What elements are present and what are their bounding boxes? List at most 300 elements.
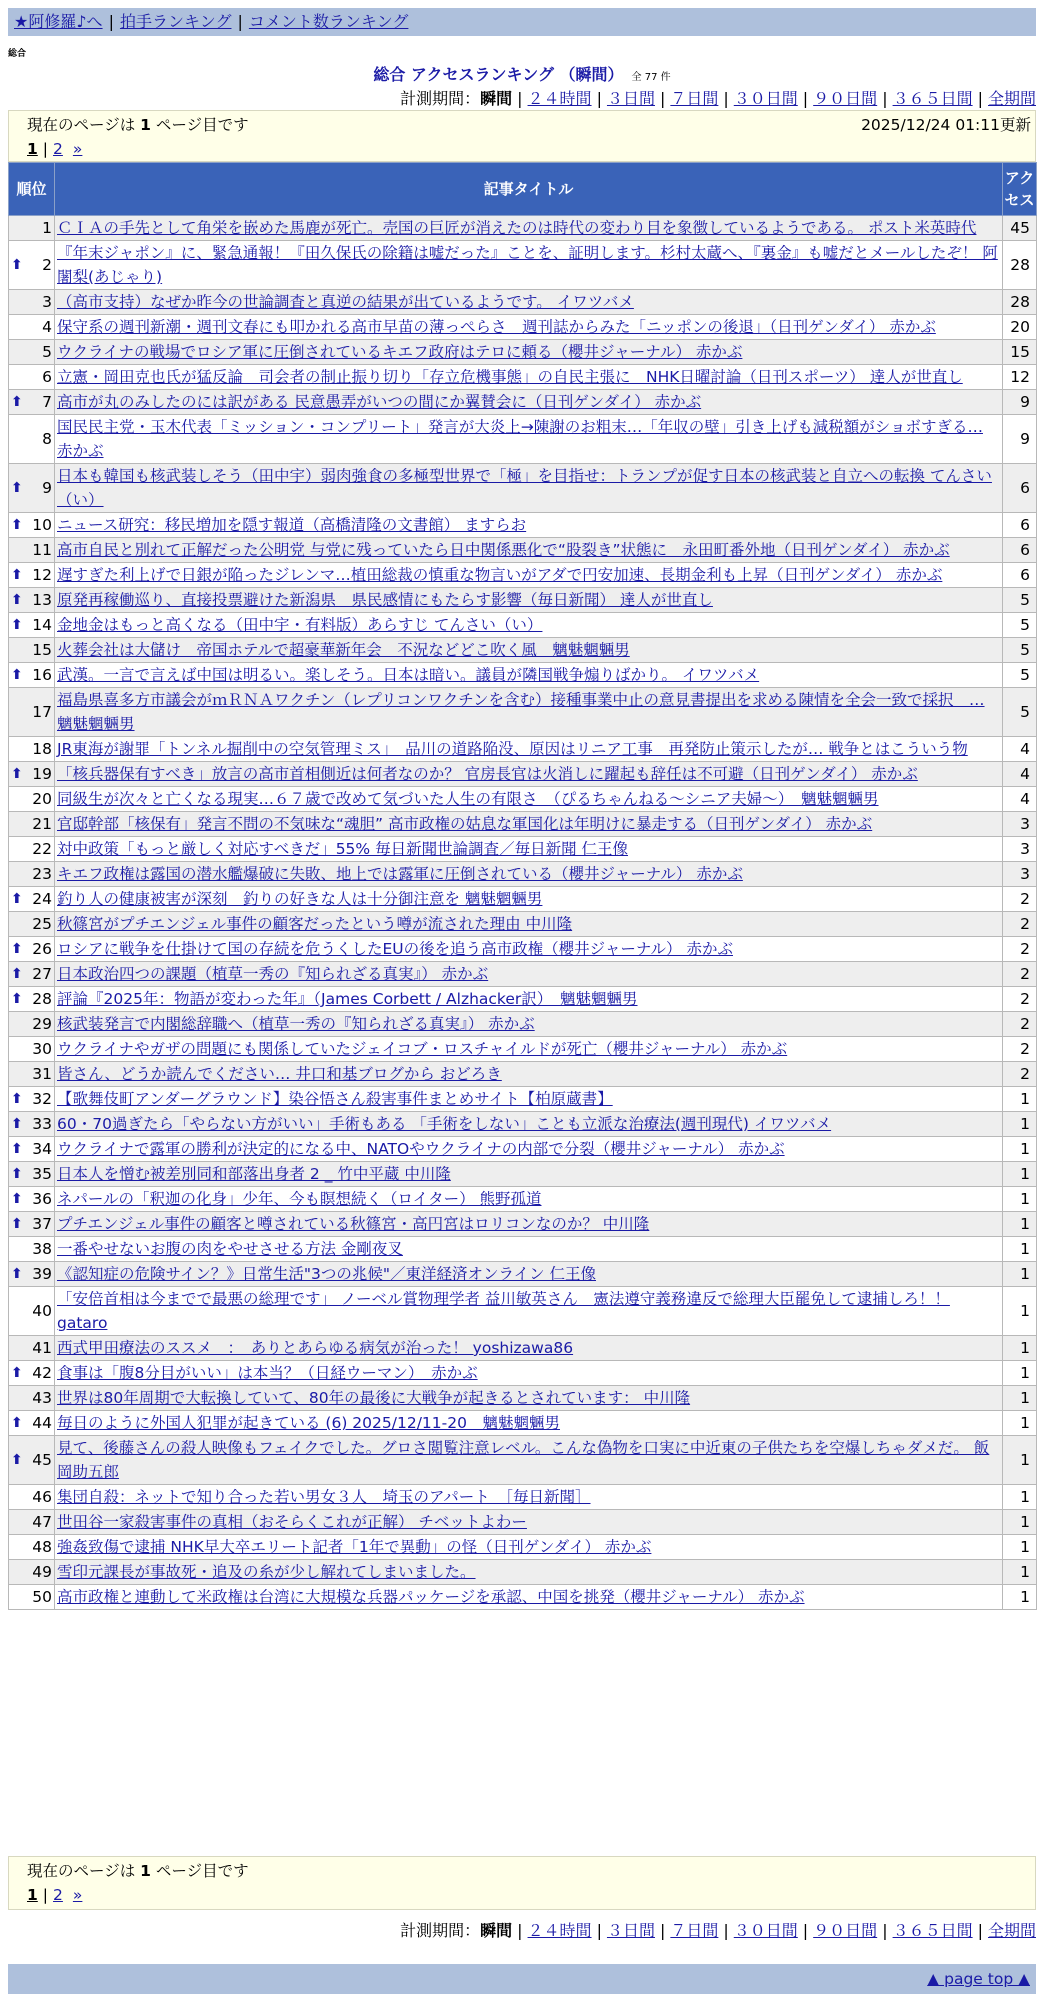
article-title-link[interactable]: 《認知症の危険サイン？》日常生活"3つの兆候"／東洋経済オンライン 仁王像	[57, 1265, 596, 1283]
article-title-link[interactable]: （高市支持）なぜか昨今の世論調査と真逆の結果が出ているようです。 イワツバメ	[57, 293, 634, 311]
page-status	[27, 1859, 1017, 1883]
separator: |	[237, 12, 243, 31]
access-count: 1	[1003, 1237, 1037, 1262]
article-title-link[interactable]: 集団自殺：ネットで知り合った若い男女３人 埼玉のアパート ［毎日新聞］	[57, 1488, 591, 1506]
title-cell	[55, 762, 1003, 787]
access-count: 4	[1003, 762, 1037, 787]
rank-cell	[9, 1485, 55, 1510]
table-row	[9, 1137, 1037, 1162]
period-link[interactable]: ３６５日間	[892, 89, 973, 108]
rank-cell	[9, 464, 55, 513]
article-title-link[interactable]: 強姦致傷で逮捕 NHK早大卒エリート記者「1年で異動」の怪（日刊ゲンダイ） 赤かぶ	[57, 1538, 652, 1556]
access-count: 6	[1003, 563, 1037, 588]
period-link[interactable]: ２４時間	[527, 1921, 592, 1940]
rank-cell	[9, 1237, 55, 1262]
article-title-link[interactable]: 雪印元課長が事故死・追及の糸が少し解れてしまいました。	[57, 1563, 476, 1581]
applause-ranking-link[interactable]: 拍手ランキング	[119, 12, 232, 31]
article-title-link[interactable]: 「安倍首相は今までで最悪の総理です」 ノーベル賞物理学者 益川敏英さん 憲法遵守義務違反で総理大臣罷免して逮捕しろ！！ gataro	[57, 1290, 950, 1332]
title-cell	[55, 1535, 1003, 1560]
access-count: 12	[1003, 365, 1037, 390]
table-row	[9, 688, 1037, 737]
title-cell	[55, 613, 1003, 638]
title-cell	[55, 1212, 1003, 1237]
access-count: 1	[1003, 1436, 1037, 1485]
page-links	[27, 137, 1017, 161]
period-selector-top	[8, 86, 1036, 109]
article-title-link[interactable]: ニュース研究：移民増加を隠す報道（高橋清隆の文書館） ますらお	[57, 516, 527, 534]
article-title-link[interactable]: 一番やせないお腹の肉をやせさせる方法 金剛夜叉	[57, 1240, 403, 1258]
title-cell	[55, 638, 1003, 663]
separator: |	[882, 1921, 888, 1940]
period-link[interactable]: ３０日間	[733, 89, 798, 108]
page-link[interactable]: 2	[53, 140, 63, 158]
comment-ranking-link[interactable]: コメント数ランキング	[248, 12, 409, 31]
table-row	[9, 241, 1037, 290]
access-count: 1	[1003, 1162, 1037, 1187]
rank-cell	[9, 1585, 55, 1610]
table-row	[9, 837, 1037, 862]
access-count: 1	[1003, 1212, 1037, 1237]
page-link-current: 1	[27, 140, 38, 158]
access-header: アクセス	[1003, 163, 1037, 216]
rank-cell	[9, 290, 55, 315]
rank-up-arrow-icon: ⬆	[11, 517, 23, 533]
pager-bottom	[8, 1856, 1036, 1910]
rank-cell	[9, 1087, 55, 1112]
rank-cell	[9, 613, 55, 638]
article-title-link[interactable]: ウクライナで露軍の勝利が決定的になる中、NATOやウクライナの内部で分裂（櫻井ジャーナル） 赤かぶ	[57, 1140, 785, 1158]
title-cell	[55, 787, 1003, 812]
table-row	[9, 1411, 1037, 1436]
table-row	[9, 1062, 1037, 1087]
table-row	[9, 862, 1037, 887]
home-link[interactable]: ★阿修羅♪へ	[14, 12, 103, 31]
rank-cell	[9, 663, 55, 688]
article-title-link[interactable]: 武漢。一言で言えば中国は明るい。楽しそう。日本は暗い。議員が隣国戦争煽りばかり。 イワツバメ	[57, 666, 760, 684]
title-cell	[55, 216, 1003, 241]
access-count: 2	[1003, 962, 1037, 987]
article-title-link[interactable]: 「核兵器保有すべき」放言の高市首相側近は何者なのか？ 官房長官は火消しに躍起も辞任は不可避（日刊ゲンダイ） 赤かぶ	[57, 765, 918, 783]
table-row	[9, 390, 1037, 415]
separator: |	[42, 1886, 49, 1904]
article-title-link[interactable]: 高市政権と連動して米政権は台湾に大規模な兵器パッケージを承認、中国を挑発（櫻井ジャーナル） 赤かぶ	[57, 1588, 805, 1606]
article-title-link[interactable]: 食事は「腹8分目がいい」は本当？（日経ウーマン） 赤かぶ	[57, 1364, 478, 1382]
article-title-link[interactable]: ＣＩＡの手先として角栄を嵌めた馬鹿が死亡。売国の巨匠が消えたのは時代の変わり目を象徴しているようである。 ポスト米英時代	[57, 219, 977, 237]
rank-number: 35	[32, 1165, 52, 1183]
title-cell	[55, 1237, 1003, 1262]
rank-number: 14	[32, 616, 52, 634]
title-cell	[55, 1411, 1003, 1436]
article-title-link[interactable]: 同級生が次々と亡くなる現実…６７歳で改めて気づいた人生の有限さ （ぴるちゃんねる〜シニア夫婦〜） 魑魅魍魎男	[57, 790, 879, 808]
title-cell	[55, 538, 1003, 563]
title-cell	[55, 1062, 1003, 1087]
period-label: 計測期間：	[400, 1921, 481, 1940]
access-count: 1	[1003, 1287, 1037, 1336]
rank-number: 17	[32, 703, 52, 721]
rank-cell	[9, 1012, 55, 1037]
period-link[interactable]: ２４時間	[527, 89, 592, 108]
rank-up-arrow-icon: ⬆	[11, 1166, 23, 1182]
access-count: 2	[1003, 1012, 1037, 1037]
rank-number: 26	[32, 940, 52, 958]
access-count: 9	[1003, 390, 1037, 415]
article-title-link[interactable]: 『年末ジャポン』に、緊急通報！『田久保氏の除籍は嘘だった』ことを、証明します。杉村太蔵へ、『裏金』も嘘だとメールしたぞ！ 阿闍梨(あじゃり)	[57, 244, 998, 286]
access-count: 5	[1003, 663, 1037, 688]
access-count: 3	[1003, 837, 1037, 862]
rank-number: 42	[32, 1364, 52, 1382]
rank-cell	[9, 1287, 55, 1336]
article-title-link[interactable]: ウクライナの戦場でロシア軍に圧倒されているキエフ政府はテロに頼る（櫻井ジャーナル） 赤かぶ	[57, 343, 743, 361]
article-title-link[interactable]: 西式甲田療法のススメ ： ありとあらゆる病気が治った！ yoshizawa86	[57, 1339, 574, 1357]
access-count: 45	[1003, 216, 1037, 241]
title-cell	[55, 365, 1003, 390]
table-row	[9, 513, 1037, 538]
article-title-link[interactable]: プチエンジェル事件の顧客と噂されている秋篠宮・高円宮はロリコンなのか？ 中川隆	[57, 1215, 650, 1233]
article-title-link[interactable]: 秋篠宮がプチエンジェル事件の顧客だったという噂が流された理由 中川隆	[57, 915, 573, 933]
period-link[interactable]: ７日間	[670, 89, 719, 108]
rank-up-arrow-icon: ⬆	[11, 1266, 23, 1282]
rank-number: 9	[42, 479, 52, 497]
table-row	[9, 1287, 1037, 1336]
table-row	[9, 613, 1037, 638]
rank-cell	[9, 688, 55, 737]
title-cell	[55, 1162, 1003, 1187]
separator: |	[977, 89, 983, 108]
table-row	[9, 987, 1037, 1012]
article-title-link[interactable]: 立憲・岡田克也氏が猛反論 司会者の制止振り切り「存立危機事態」の自民主張に NHK日曜討論（日刊スポーツ） 達人が世直し	[57, 368, 963, 386]
table-row	[9, 340, 1037, 365]
rank-cell	[9, 1436, 55, 1485]
table-row	[9, 315, 1037, 340]
article-title-link[interactable]: 日本も韓国も核武装しそう（田中宇）弱肉強食の多極型世界で「極」を目指せ：トランプが促す日本の核武装と自立への転換 てんさい（い）	[57, 467, 992, 509]
article-title-link[interactable]: 金地金はもっと高くなる（田中宇・有料版）あらすじ てんさい（い）	[57, 616, 543, 634]
separator: |	[517, 1921, 523, 1940]
current-page-number: 1	[140, 116, 151, 134]
access-count: 2	[1003, 1037, 1037, 1062]
rank-number: 36	[32, 1190, 52, 1208]
article-title-link[interactable]: 日本人を憎む被差別同和部落出身者 2 _ 竹中平蔵 中川隆	[57, 1165, 451, 1183]
rank-number: 48	[32, 1538, 52, 1556]
rank-cell	[9, 1037, 55, 1062]
rank-up-arrow-icon: ⬆	[11, 257, 23, 273]
separator: |	[802, 1921, 809, 1940]
rank-cell	[9, 1262, 55, 1287]
access-count: 5	[1003, 613, 1037, 638]
rank-number: 30	[32, 1040, 52, 1058]
article-title-link[interactable]: 保守系の週刊新潮・週刊文春にも叩かれる高市早苗の薄っぺらさ 週刊誌からみた「ニッポンの後退」（日刊ゲンダイ） 赤かぶ	[57, 318, 936, 336]
period-current: 瞬間	[480, 1921, 513, 1940]
rank-number: 21	[32, 815, 52, 833]
rank-up-arrow-icon: ⬆	[11, 1141, 23, 1157]
category-label: 総合	[8, 49, 27, 59]
pager-top	[8, 110, 1036, 162]
page-top-link[interactable]: ▲ page top ▲	[927, 1970, 1030, 1988]
rank-number: 7	[42, 393, 52, 411]
separator: |	[723, 89, 729, 108]
period-link[interactable]: 全期間	[987, 1921, 1036, 1940]
title-cell	[55, 962, 1003, 987]
article-title-link[interactable]: 高市が丸のみしたのには訳がある 民意愚弄がいつの間にか翼賛会に（日刊ゲンダイ） 赤かぶ	[57, 393, 702, 411]
separator: |	[659, 89, 666, 108]
separator: |	[802, 89, 809, 108]
rank-cell	[9, 1510, 55, 1535]
article-title-link[interactable]: ネパールの「釈迦の化身」少年、今も瞑想続く（ロイター） 熊野孤道	[57, 1190, 542, 1208]
rank-cell	[9, 538, 55, 563]
rank-number: 16	[32, 666, 52, 684]
access-count: 5	[1003, 688, 1037, 737]
separator: |	[659, 1921, 666, 1940]
page-status-prefix: 現在のページは	[27, 116, 136, 134]
table-row	[9, 1535, 1037, 1560]
separator: |	[723, 1921, 729, 1940]
table-header-row	[9, 163, 1037, 216]
rank-cell	[9, 1112, 55, 1137]
rank-cell	[9, 563, 55, 588]
table-row	[9, 1386, 1037, 1411]
access-count: 1	[1003, 1510, 1037, 1535]
table-row	[9, 1112, 1037, 1137]
table-row	[9, 887, 1037, 912]
separator: |	[977, 1921, 983, 1940]
table-row	[9, 1436, 1037, 1485]
rank-up-arrow-icon: ⬆	[11, 567, 23, 583]
title-cell	[55, 290, 1003, 315]
rank-number: 46	[32, 1488, 52, 1506]
rank-cell	[9, 737, 55, 762]
title-cell	[55, 415, 1003, 464]
rank-cell	[9, 987, 55, 1012]
table-row	[9, 912, 1037, 937]
rank-number: 38	[32, 1240, 52, 1258]
rank-header: 順位	[9, 163, 55, 216]
rank-number: 23	[32, 865, 52, 883]
article-title-link[interactable]: 毎日のように外国人犯罪が起きている (6) 2025/12/11-20 魑魅魍魎男	[57, 1414, 560, 1432]
article-title-link[interactable]: 世界は80年周期で大転換していて、80年の最後に大戦争が起きるとされています： 中川隆	[57, 1389, 691, 1407]
table-row	[9, 1087, 1037, 1112]
period-link[interactable]: 全期間	[987, 89, 1036, 108]
article-title-link[interactable]: 火葬会社は大儲け 帝国ホテルで超豪華新年会 不況などどこ吹く風 魑魅魍魎男	[57, 641, 630, 659]
article-title-link[interactable]: 日本政治四つの課題（植草一秀の『知られざる真実』） 赤かぶ	[57, 965, 489, 983]
updated-timestamp: 2025/12/24 01:11更新	[861, 116, 1031, 134]
rank-cell	[9, 1137, 55, 1162]
rank-cell	[9, 837, 55, 862]
rank-up-arrow-icon: ⬆	[11, 991, 23, 1007]
rank-cell	[9, 315, 55, 340]
access-count: 6	[1003, 538, 1037, 563]
period-selector-bottom	[8, 1918, 1036, 1941]
access-count: 1	[1003, 1087, 1037, 1112]
table-row	[9, 1336, 1037, 1361]
period-link[interactable]: ３日間	[606, 1921, 655, 1940]
rank-up-arrow-icon: ⬆	[11, 1452, 23, 1468]
rank-up-arrow-icon: ⬆	[11, 394, 23, 410]
article-title-link[interactable]: 皆さん、どうか読んでください… 井口和基ブログから おどろき	[57, 1065, 502, 1083]
rank-up-arrow-icon: ⬆	[11, 891, 23, 907]
table-row	[9, 216, 1037, 241]
table-row	[9, 663, 1037, 688]
page-link-current: 1	[27, 1886, 38, 1904]
title-cell	[55, 390, 1003, 415]
title-cell	[55, 588, 1003, 613]
rank-number: 12	[32, 566, 52, 584]
rank-cell	[9, 937, 55, 962]
title-cell	[55, 812, 1003, 837]
period-link[interactable]: ３０日間	[733, 1921, 798, 1940]
rank-cell	[9, 862, 55, 887]
article-title-link[interactable]: 原発再稼働巡り、直接投票避けた新潟県 県民感情にもたらす影響（毎日新聞） 達人が世直し	[57, 591, 713, 609]
rank-up-arrow-icon: ⬆	[11, 480, 23, 496]
article-title-link[interactable]: 評論『2025年：物語が変わった年』（James Corbett / Alzhacker訳） 魑魅魍魎男	[57, 990, 638, 1008]
title-cell	[55, 987, 1003, 1012]
next-page-link[interactable]: »	[72, 140, 83, 158]
ranking-table	[8, 162, 1037, 1610]
rank-number: 29	[32, 1015, 52, 1033]
rank-cell	[9, 887, 55, 912]
article-title-link[interactable]: JR東海が謝罪「トンネル掘削中の空気管理ミス」 品川の道路陥没、原因はリニア工事 再発防止策示したが… 戦争とはこういう物	[57, 740, 968, 758]
access-count: 4	[1003, 787, 1037, 812]
rank-number: 28	[32, 990, 52, 1008]
page-link[interactable]: 2	[53, 1886, 63, 1904]
page-status-suffix: ページ目です	[155, 116, 249, 134]
article-title-link[interactable]: ロシアに戦争を仕掛けて国の存続を危うくしたEUの後を追う高市政権（櫻井ジャーナル） 赤かぶ	[57, 940, 733, 958]
article-title-link[interactable]: 高市自民と別れて正解だった公明党 与党に残っていたら日中関係悪化で“股裂き”状態に 永田町番外地（日刊ゲンダイ） 赤かぶ	[57, 541, 950, 559]
table-row	[9, 1560, 1037, 1585]
table-row	[9, 1237, 1037, 1262]
bottom-bar	[8, 1964, 1036, 1994]
rank-cell	[9, 762, 55, 787]
period-link[interactable]: ３日間	[606, 89, 655, 108]
access-count: 9	[1003, 415, 1037, 464]
rank-cell	[9, 1062, 55, 1087]
rank-number: 15	[32, 641, 52, 659]
rank-cell	[9, 962, 55, 987]
title-cell	[55, 1137, 1003, 1162]
next-page-link[interactable]: »	[72, 1886, 83, 1904]
access-count: 1	[1003, 1585, 1037, 1610]
article-title-link[interactable]: 福島県喜多方市議会がｍＲＮＡワクチン（レプリコンワクチンを含む）接種事業中止の意見書提出を求める陳情を全会一致で採択 … 魑魅魍魎男	[57, 691, 985, 733]
rank-up-arrow-icon: ⬆	[11, 1116, 23, 1132]
title-cell	[55, 1262, 1003, 1287]
table-row	[9, 1037, 1037, 1062]
access-count: 1	[1003, 1336, 1037, 1361]
rank-number: 25	[32, 915, 52, 933]
period-link[interactable]: ７日間	[670, 1921, 719, 1940]
title-cell	[55, 1287, 1003, 1336]
rank-cell	[9, 1212, 55, 1237]
rank-number: 33	[32, 1115, 52, 1133]
rank-number: 40	[32, 1302, 52, 1320]
title-cell	[55, 1187, 1003, 1212]
rank-cell	[9, 1336, 55, 1361]
rank-number: 13	[32, 591, 52, 609]
article-title-link[interactable]: 60・70過ぎたら「やらない方がいい」手術もある 「手術をしない」ことも立派な治療法(週刊現代) イワツバメ	[57, 1115, 832, 1133]
rank-number: 8	[42, 430, 52, 448]
rank-number: 50	[32, 1588, 52, 1606]
article-title-link[interactable]: 対中政策「もっと厳しく対応すべきだ」55% 毎日新聞世論調査／毎日新聞 仁王像	[57, 840, 628, 858]
table-row	[9, 415, 1037, 464]
title-cell	[55, 1361, 1003, 1386]
title-cell	[55, 241, 1003, 290]
article-title-link[interactable]: 世田谷一家殺害事件の真相（おそらくこれが正解） チベットよわー	[57, 1513, 527, 1531]
period-link[interactable]: ９０日間	[813, 1921, 878, 1940]
period-label: 計測期間：	[400, 89, 481, 108]
article-title-link[interactable]: ウクライナやガザの問題にも関係していたジェイコブ・ロスチャイルドが死亡（櫻井ジャーナル） 赤かぶ	[57, 1040, 788, 1058]
rank-cell	[9, 812, 55, 837]
page-status-prefix: 現在のページは	[27, 1862, 136, 1880]
article-title-link[interactable]: 【歌舞伎町アンダーグラウンド】染谷悟さん殺害事件まとめサイト【柏原蔵書】	[57, 1090, 613, 1108]
article-title-link[interactable]: キエフ政権は露国の潜水艦爆破に失敗、地上では露軍に圧倒されている（櫻井ジャーナル） 赤かぶ	[57, 865, 743, 883]
rank-number: 24	[32, 890, 52, 908]
article-title-link[interactable]: 遅すぎた利上げで日銀が陥ったジレンマ…植田総裁の慎重な物言いがアダで円安加速、長期金利も上昇（日刊ゲンダイ） 赤かぶ	[57, 566, 943, 584]
table-row	[9, 1212, 1037, 1237]
access-count: 3	[1003, 862, 1037, 887]
title-cell	[55, 563, 1003, 588]
table-row	[9, 762, 1037, 787]
title-cell	[55, 912, 1003, 937]
access-count: 1	[1003, 1485, 1037, 1510]
table-row	[9, 588, 1037, 613]
title-cell	[55, 340, 1003, 365]
article-title-link[interactable]: 核武装発言で内閣総辞職へ（植草一秀の『知られざる真実』） 赤かぶ	[57, 1015, 535, 1033]
page-status-suffix: ページ目です	[155, 1862, 249, 1880]
rank-number: 5	[42, 343, 52, 361]
rank-number: 3	[42, 293, 52, 311]
access-count: 5	[1003, 638, 1037, 663]
title-cell	[55, 688, 1003, 737]
rank-cell	[9, 1386, 55, 1411]
title-cell	[55, 1510, 1003, 1535]
article-title-link[interactable]: 見て、後藤さんの殺人映像もフェイクでした。グロさ閲覧注意レベル。こんな偽物を口実に中近東の子供たちを空爆しちゃダメだ。 飯岡助五郎	[57, 1439, 990, 1481]
rank-number: 32	[32, 1090, 52, 1108]
access-count: 2	[1003, 887, 1037, 912]
access-count: 6	[1003, 513, 1037, 538]
rank-number: 22	[32, 840, 52, 858]
rank-number: 1	[42, 219, 52, 237]
title-cell	[55, 1087, 1003, 1112]
article-title-link[interactable]: 国民民主党・玉木代表「ミッション・コンプリート」発言が大炎上→陳謝のお粗末…「年収の壁」引き上げも減税額がショボすぎる… 赤かぶ	[57, 418, 983, 460]
article-title-link[interactable]: 官邸幹部「核保有」発言不問の不気味な“魂胆” 高市政権の姑息な軍国化は年明けに暴走する（日刊ゲンダイ） 赤かぶ	[57, 815, 873, 833]
separator: |	[42, 140, 49, 158]
rank-cell	[9, 1411, 55, 1436]
table-row	[9, 464, 1037, 513]
rank-cell	[9, 1162, 55, 1187]
rank-up-arrow-icon: ⬆	[11, 1415, 23, 1431]
rank-number: 43	[32, 1389, 52, 1407]
rank-cell	[9, 415, 55, 464]
rank-number: 18	[32, 740, 52, 758]
access-count: 2	[1003, 937, 1037, 962]
table-row	[9, 1361, 1037, 1386]
access-count: 2	[1003, 912, 1037, 937]
title-cell	[55, 887, 1003, 912]
rank-cell	[9, 216, 55, 241]
period-link[interactable]: ９０日間	[813, 89, 878, 108]
access-count: 28	[1003, 290, 1037, 315]
separator: |	[517, 89, 523, 108]
period-link[interactable]: ３６５日間	[892, 1921, 973, 1940]
rank-number: 10	[32, 516, 52, 534]
title-cell	[55, 1436, 1003, 1485]
rank-number: 47	[32, 1513, 52, 1531]
access-count: 15	[1003, 340, 1037, 365]
rank-up-arrow-icon: ⬆	[11, 617, 23, 633]
access-count: 2	[1003, 1062, 1037, 1087]
access-count: 28	[1003, 241, 1037, 290]
table-row	[9, 1187, 1037, 1212]
article-title-link[interactable]: 釣り人の健康被害が深刻 釣りの好きな人は十分御注意を 魑魅魍魎男	[57, 890, 543, 908]
period-current: 瞬間	[480, 89, 513, 108]
separator: |	[882, 89, 888, 108]
